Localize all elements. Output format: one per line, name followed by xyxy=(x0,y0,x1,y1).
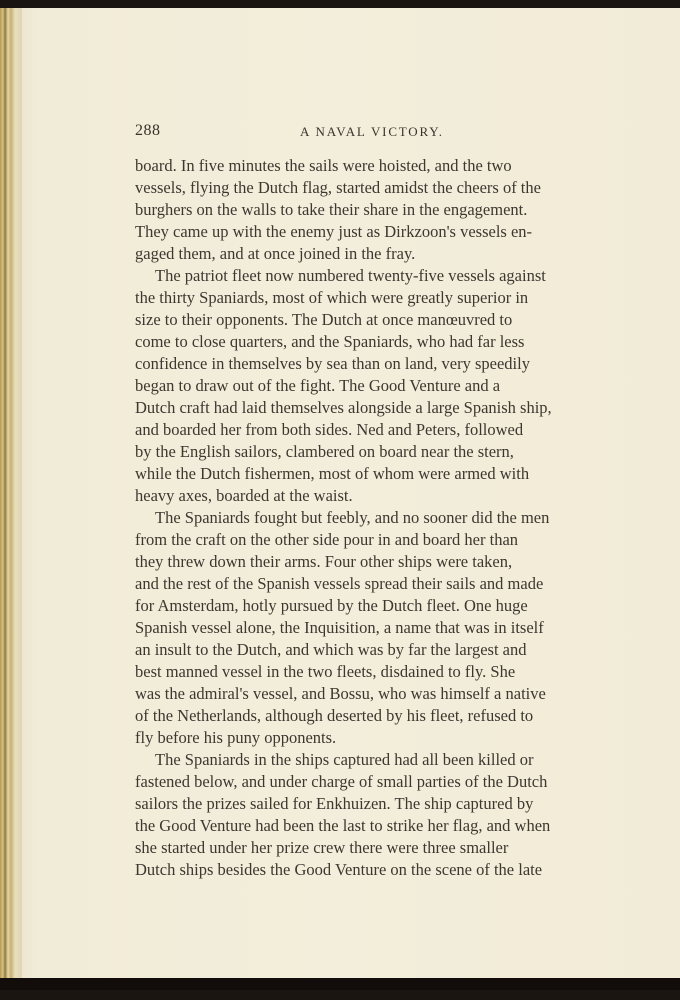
text-line xyxy=(135,683,615,705)
text-line xyxy=(135,199,615,221)
text-line-content: from the craft on the other side pour in and board her than xyxy=(135,530,519,549)
text-line-content: fastened below, and under charge of small parties of the Dutch xyxy=(135,772,548,791)
text-line-content: of the Netherlands, although deserted by his fleet, refused to xyxy=(135,706,534,725)
text-line xyxy=(135,529,615,551)
text-line xyxy=(135,507,615,529)
text-line xyxy=(135,287,615,309)
text-line-content: fly before his puny opponents. xyxy=(135,728,337,747)
text-line xyxy=(135,573,615,595)
text-line-content: come to close quarters, and the Spaniards, who had far less xyxy=(135,332,525,351)
page-number: 288 xyxy=(135,122,161,139)
text-line-content: confidence in themselves by sea than on land, very speedily xyxy=(135,354,530,373)
text-line-content: was the admiral's vessel, and Bossu, who was himself a native xyxy=(135,684,546,703)
text-line-content: she started under her prize crew there were three smaller xyxy=(135,838,509,857)
text-line-content: The patriot fleet now numbered twenty-five vessels against xyxy=(155,266,546,285)
body-text xyxy=(135,155,615,881)
text-line xyxy=(135,661,615,683)
text-line xyxy=(135,221,615,243)
text-line-content: for Amsterdam, hotly pursued by the Dutch fleet. One huge xyxy=(135,596,528,615)
text-line xyxy=(135,485,615,507)
text-line-content: began to draw out of the fight. The Good Venture and a xyxy=(135,376,501,395)
page-header xyxy=(135,122,615,146)
text-line-content: board. In five minutes the sails were hoisted, and the two xyxy=(135,156,512,175)
text-line xyxy=(135,705,615,727)
text-line-content: while the Dutch fishermen, most of whom were armed with xyxy=(135,464,530,483)
text-line-content: Dutch ships besides the Good Venture on the scene of the late xyxy=(135,860,543,879)
text-line xyxy=(135,243,615,265)
text-line-content: the Good Venture had been the last to strike her flag, and when xyxy=(135,816,551,835)
book-page xyxy=(0,8,680,990)
text-line-content: best manned vessel in the two fleets, disdained to fly. She xyxy=(135,662,516,681)
text-line xyxy=(135,353,615,375)
text-line-content: The Spaniards fought but feebly, and no sooner did the men xyxy=(155,508,550,527)
text-line xyxy=(135,749,615,771)
book-spine xyxy=(0,8,22,990)
text-line-content: the thirty Spaniards, most of which were greatly superior in xyxy=(135,288,529,307)
text-line xyxy=(135,727,615,749)
text-line xyxy=(135,815,615,837)
text-line-content: gaged them, and at once joined in the fray. xyxy=(135,244,416,263)
text-line xyxy=(135,441,615,463)
page-bottom-edge xyxy=(0,978,680,990)
text-line-content: size to their opponents. The Dutch at once manœuvred to xyxy=(135,310,513,329)
text-line-content: sailors the prizes sailed for Enkhuizen. The ship captured by xyxy=(135,794,534,813)
text-line xyxy=(135,309,615,331)
text-line xyxy=(135,375,615,397)
text-line xyxy=(135,419,615,441)
text-line xyxy=(135,397,615,419)
running-title: A NAVAL VICTORY. xyxy=(300,124,444,139)
text-line-content: heavy axes, boarded at the waist. xyxy=(135,486,353,505)
text-line xyxy=(135,859,615,881)
text-line xyxy=(135,551,615,573)
text-line xyxy=(135,331,615,353)
text-line xyxy=(135,771,615,793)
text-line xyxy=(135,265,615,287)
text-line xyxy=(135,155,615,177)
text-line xyxy=(135,837,615,859)
text-line-content: an insult to the Dutch, and which was by far the largest and xyxy=(135,640,527,659)
text-line xyxy=(135,793,615,815)
text-line xyxy=(135,639,615,661)
text-line-content: vessels, flying the Dutch flag, started amidst the cheers of the xyxy=(135,178,541,197)
text-line-content: and the rest of the Spanish vessels spread their sails and made xyxy=(135,574,544,593)
text-line-content: and boarded her from both sides. Ned and Peters, followed xyxy=(135,420,524,439)
text-line-content: The Spaniards in the ships captured had all been killed or xyxy=(155,750,534,769)
text-line-content: They came up with the enemy just as Dirkzoon's vessels en- xyxy=(135,222,533,241)
text-line-content: they threw down their arms. Four other ships were taken, xyxy=(135,552,513,571)
text-line xyxy=(135,595,615,617)
text-line-content: burghers on the walls to take their share in the engagement. xyxy=(135,200,528,219)
text-line-content: Spanish vessel alone, the Inquisition, a name that was in itself xyxy=(135,618,544,637)
text-line-content: Dutch craft had laid themselves alongside a large Spanish ship, xyxy=(135,398,552,417)
text-line xyxy=(135,617,615,639)
text-line xyxy=(135,177,615,199)
text-line-content: by the English sailors, clambered on board near the stern, xyxy=(135,442,514,461)
text-line xyxy=(135,463,615,485)
